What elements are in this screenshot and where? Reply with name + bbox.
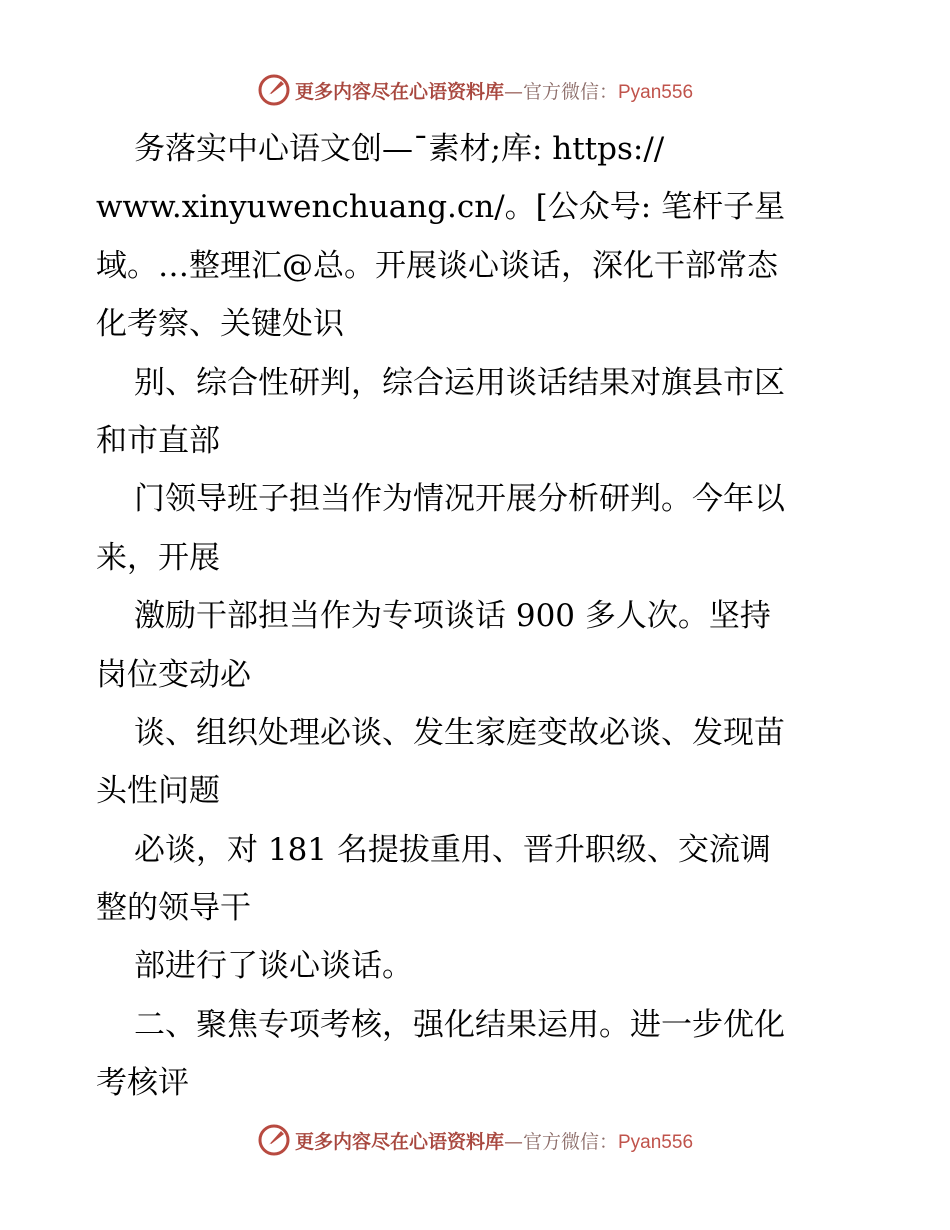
banner-primary-text: 更多内容尽在心语资料库	[294, 1130, 504, 1153]
footer-banner	[0, 1120, 950, 1160]
text-line: 头性问题	[96, 773, 220, 810]
banner-secondary-text: 官方微信：	[522, 1130, 618, 1153]
text-line: 二、聚焦专项考核，强化结果运用。进一步优化	[134, 1006, 785, 1043]
feather-pen-logo-icon	[257, 73, 291, 107]
text-line: 和市直部	[96, 422, 220, 459]
text-line: 域。…整理汇@总。开展谈心谈话，深化干部常态	[96, 247, 778, 284]
banner-account: Pyan556	[618, 81, 694, 103]
text-line: 谈、组织处理必谈、发生家庭变故必谈、发现苗	[134, 714, 785, 751]
text-line: 务落实中心语文创—¯素材;库: https://	[134, 131, 665, 167]
text-line: 部进行了谈心谈话。	[134, 948, 413, 985]
text-line: 化考察、关键处识	[96, 306, 344, 343]
text-line: 门领导班子担当作为情况开展分析研判。今年以	[134, 481, 785, 518]
banner-separator: —	[503, 80, 523, 103]
text-line: 激励干部担当作为专项谈话 900 多人次。坚持	[134, 598, 771, 635]
banner-separator: —	[503, 1130, 523, 1153]
text-line: 别、综合性研判，综合运用谈话结果对旗县市区	[134, 364, 785, 401]
text-line: 必谈，对 181 名提拔重用、晋升职级、交流调	[134, 831, 771, 868]
feather-pen-logo-icon	[257, 1123, 291, 1157]
text-line: www.xinyuwenchuang.cn/。[公众号: 笔杆子星	[96, 189, 786, 226]
text-line: 岗位变动必	[96, 656, 251, 693]
text-line: 考核评	[96, 1065, 189, 1102]
document-body	[96, 120, 866, 1113]
banner-secondary-text: 官方微信：	[522, 80, 618, 103]
banner-account: Pyan556	[618, 1131, 694, 1153]
header-banner	[0, 70, 950, 110]
text-line: 整的领导干	[96, 890, 251, 927]
text-line: 来，开展	[96, 539, 220, 576]
banner-primary-text: 更多内容尽在心语资料库	[294, 80, 504, 103]
